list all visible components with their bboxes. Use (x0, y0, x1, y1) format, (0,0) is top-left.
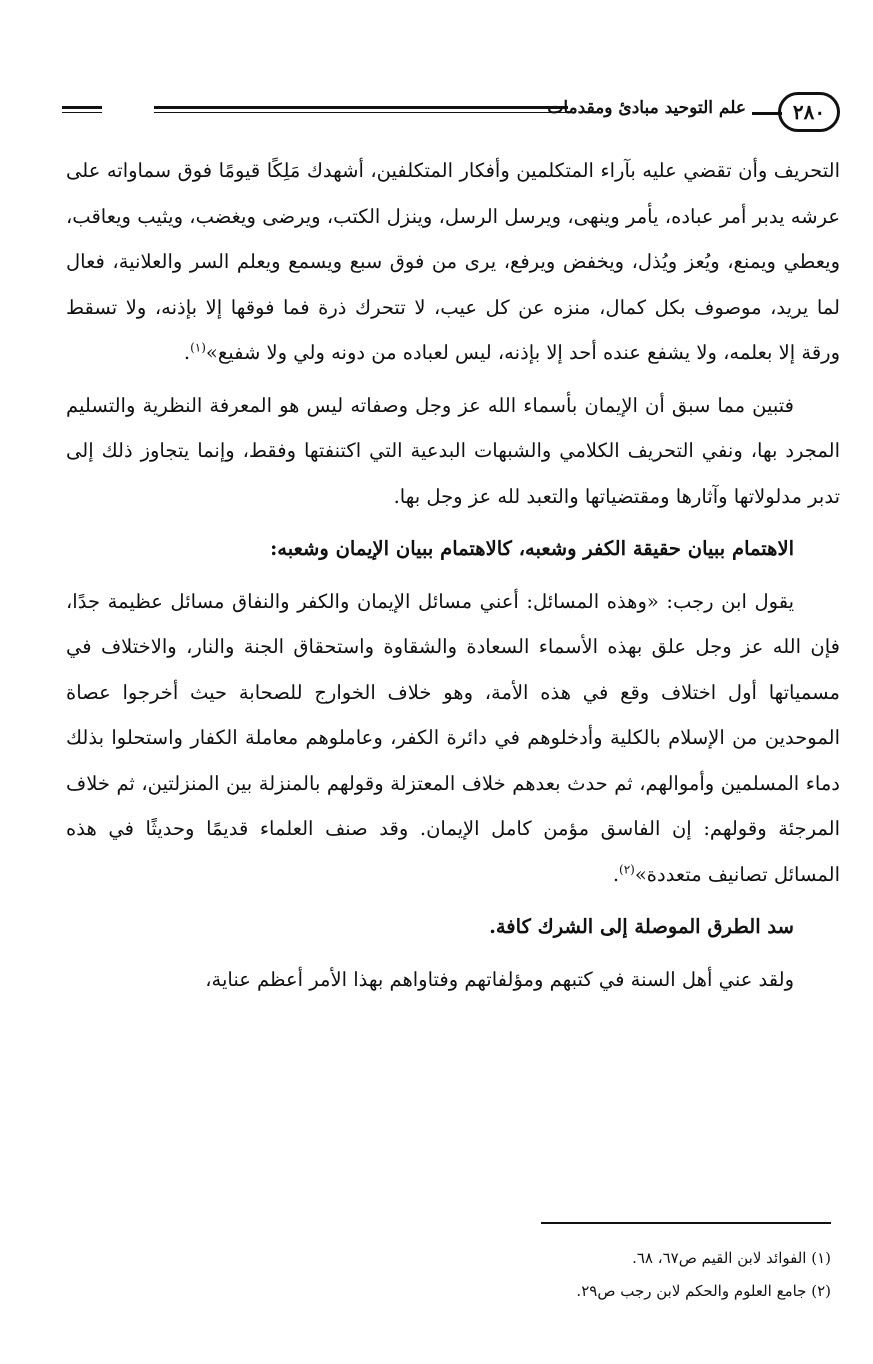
section-heading (66, 526, 840, 572)
paragraph (66, 957, 840, 1003)
footnote: (١) الفوائد لابن القيم ص٦٧، ٦٨. (632, 1249, 831, 1267)
page-header (62, 92, 840, 136)
footnote: (٢) جامع العلوم والحكم لابن رجب ص٢٩. (576, 1282, 831, 1300)
quotation-paragraph (66, 579, 840, 898)
footnote-ref: (١) (190, 340, 206, 355)
footnote-separator (541, 1222, 831, 1224)
header-rule (62, 106, 102, 113)
paragraph-text: ولقد عني أهل السنة في كتبهم ومؤلفاتهم وفتاواهم بهذا الأمر أعظم عناية، (205, 967, 794, 991)
paragraph-continuation (66, 148, 840, 376)
header-rule (154, 106, 568, 113)
footnotes (131, 1242, 831, 1308)
header-rule (752, 112, 782, 115)
heading-text: الاهتمام ببيان حقيقة الكفر وشعبه، كالاهتمام ببيان الإيمان وشعبه: (270, 537, 794, 560)
heading-text: سد الطرق الموصلة إلى الشرك كافة. (489, 915, 794, 938)
paragraph (66, 383, 840, 520)
footnote-ref: (٢) (619, 862, 635, 876)
paragraph-text: يقول ابن رجب: «وهذه المسائل: أعني مسائل الإيمان والكفر والنفاق مسائل عظيمة جدًا، فإن الله عز وجل علق بهذه الأسماء السعادة والشقاوة واستحقاق الجنة والنار، والاختلاف في مسمياتها أول اختلاف وقع في هذه الأمة، وهو خلاف الخوارج للصحابة حيث أخرجوا عصاة الموحدين من الإسلام بالكلية وأدخلوهم في دائرة الكفر، وعاملوهم معاملة الكفار واستحلوا بذلك دماء المسلمين وأموالهم، ثم حدث بعدهم خلاف المعتزلة وقولهم بالمنزلة بين المنزلتين، ثم خلاف المرجئة وقولهم: إن الفاسق مؤمن كامل الإيمان. وقد صنف العلماء قديمًا وحديثًا في هذه المسائل تصانيف متعددة» (66, 589, 840, 886)
main-text (66, 148, 840, 1009)
paragraph-text: التحريف وأن تقضي عليه بآراء المتكلمين وأفكار المتكلفين، أشهدك مَلِكًا قيومًا فوق سماواته على عرشه يدبر أمر عباده، يأمر وينهى، ويرسل الرسل، وينزل الكتب، ويرضى ويغضب، ويثيب ويعاقب، ويعطي ويمنع، ويُعز ويُذل، ويخفض ويرفع، يرى من فوق سبع ويسمع ويعلم السر والعلانية، فعال لما يريد، موصوف بكل كمال، منزه عن كل عيب، لا تتحرك ذرة فما فوقها إلا بإذنه، ولا تسقط ورقة إلا بعلمه، ولا يشفع عنده أحد إلا بإذنه، ليس لعباده من دونه ولي ولا شفيع» (66, 159, 840, 364)
paragraph-tail: . (612, 862, 620, 886)
page-number: ٢٨٠ (778, 92, 840, 132)
paragraph-text: فتبين مما سبق أن الإيمان بأسماء الله عز وجل وصفاته ليس هو المعرفة النظرية والتسليم المجرد بها، ونفي التحريف الكلامي والشبهات البدعية التي اكتنفتها وفقط، وإنما يتجاوز ذلك إلى تدبر مدلولاتها وآثارها ومقتضياتها والتعبد لله عز وجل بها. (66, 393, 840, 508)
paragraph-tail: . (183, 341, 191, 364)
running-title: علم التوحيد مبادئ ومقدمات (547, 98, 746, 118)
section-heading (66, 904, 840, 950)
